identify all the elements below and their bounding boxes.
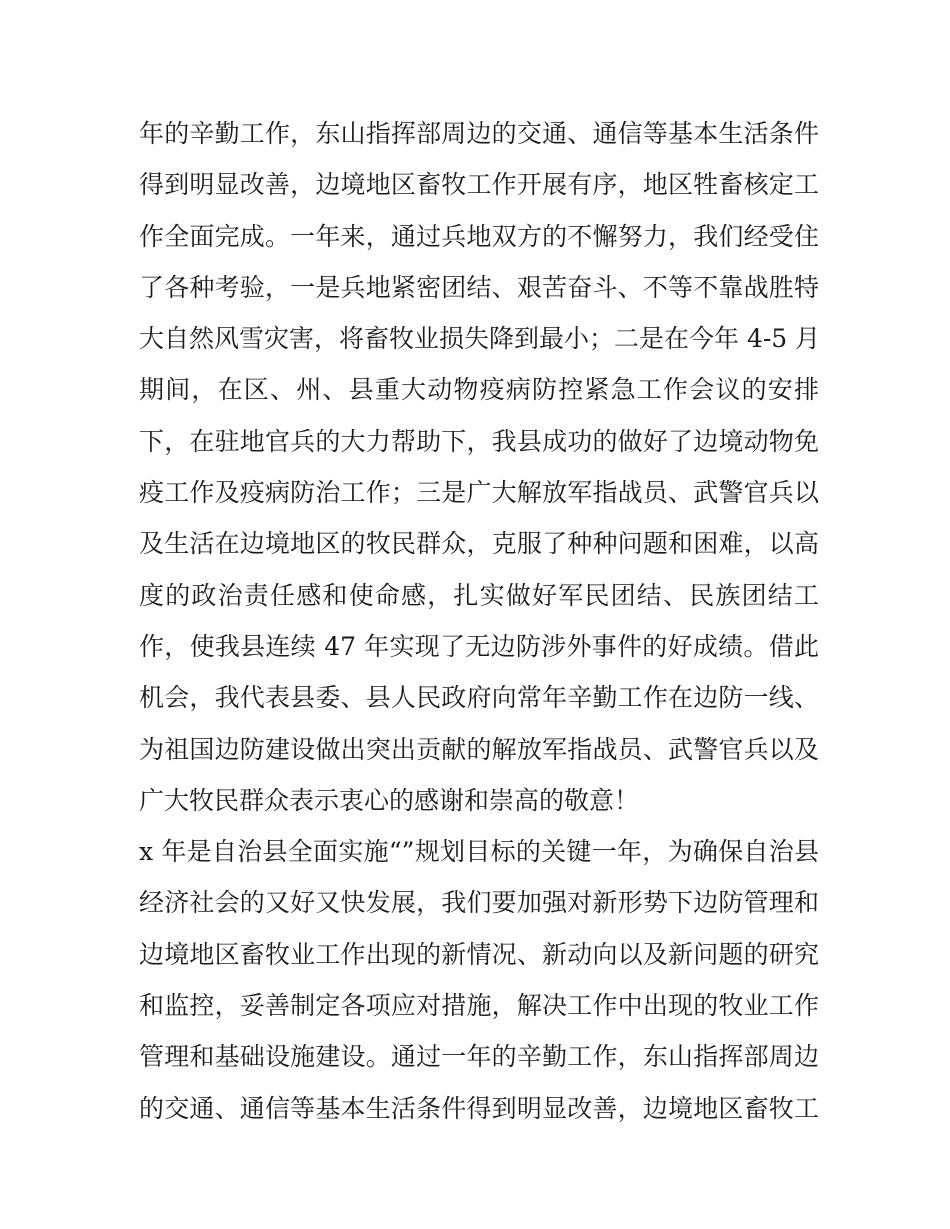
text-line: 年的辛勤工作，东山指挥部周边的交通、通信等基本生活条件 xyxy=(139,119,819,148)
text-line: 得到明显改善，边境地区畜牧工作开展有序，地区牲畜核定工 xyxy=(139,170,819,200)
text-line: 了各种考验，一是兵地紧密团结、艰苦奋斗、不等不靠战胜特 xyxy=(139,272,819,302)
text-line: 经济社会的又好又快发展，我们要加强对新形势下边防管理和 xyxy=(139,888,819,918)
text-line-paragraph-end: 广大牧民群众表示衷心的感谢和崇高的敬意！ xyxy=(139,785,640,815)
text-line: 度的政治责任感和使命感，扎实做好军民团结、民族团结工 xyxy=(139,580,819,610)
text-line: 机会，我代表县委、县人民政府向常年辛勤工作在边防一线、 xyxy=(139,683,819,713)
text-line: 管理和基础设施建设。通过一年的辛勤工作，东山指挥部周边 xyxy=(139,1042,819,1072)
text-line: 的交通、通信等基本生活条件得到明显改善，边境地区畜牧工 xyxy=(139,1093,819,1123)
text-line: 和监控，妥善制定各项应对措施，解决工作中出现的牧业工作 xyxy=(139,991,819,1021)
text-line: 疫工作及疫病防治工作；三是广大解放军指战员、武警官兵以 xyxy=(139,478,819,508)
text-line: 下，在驻地官兵的大力帮助下，我县成功的做好了边境动物免 xyxy=(139,426,819,456)
text-line: 作，使我县连续 47 年实现了无边防涉外事件的好成绩。借此 xyxy=(139,631,819,661)
text-line: 作全面完成。一年来，通过兵地双方的不懈努力，我们经受住 xyxy=(139,221,819,251)
body-text xyxy=(139,108,819,1134)
text-line: 边境地区畜牧业工作出现的新情况、新动向以及新问题的研究 xyxy=(139,939,819,969)
text-line: 大自然风雪灾害，将畜牧业损失降到最小；二是在今年 4-5 月 xyxy=(139,324,821,354)
text-line: 期间，在区、州、县重大动物疫病防控紧急工作会议的安排 xyxy=(139,375,819,405)
text-line: 及生活在边境地区的牧民群众，克服了种种问题和困难，以高 xyxy=(139,529,819,559)
text-line: x 年是自治县全面实施“”规划目标的关键一年，为确保自治县 xyxy=(139,837,819,867)
text-line: 为祖国边防建设做出突出贡献的解放军指战员、武警官兵以及 xyxy=(139,734,819,764)
